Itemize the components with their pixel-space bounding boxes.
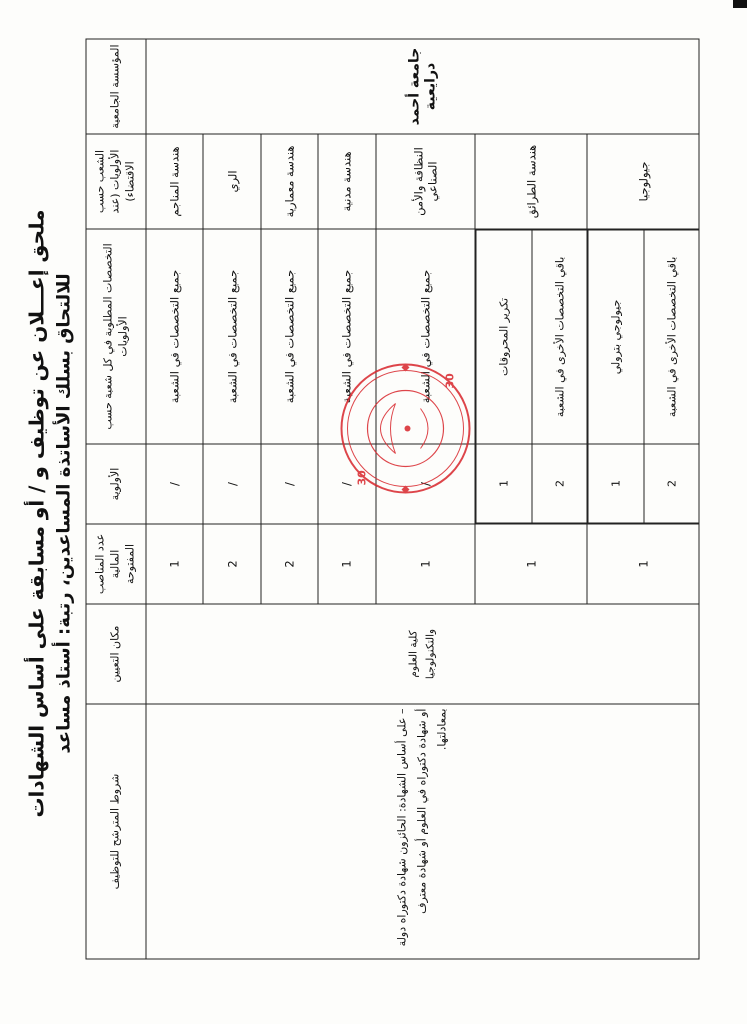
seal-number: 30: [355, 470, 369, 486]
document-page: [1, 0, 747, 1024]
specialty-cell: جميع التخصصات في الشعبة: [318, 229, 375, 444]
positions-cell: 1: [318, 524, 375, 604]
branch-cell: جيولوجيا: [587, 134, 699, 229]
table-row: [146, 39, 203, 959]
sub-specialties-table: [476, 230, 587, 524]
positions-cell: 1: [587, 524, 699, 604]
sub-priority: 2: [532, 444, 586, 523]
place-cell: كلية العلوم والتكنولوجيا: [146, 604, 699, 704]
sub-priority: 1: [476, 444, 532, 523]
priority-cell: /: [146, 444, 203, 524]
sub-priority: 1: [588, 444, 644, 523]
sub-specialties-cell: [587, 229, 699, 524]
header-institution: المؤسسة الجامعية: [86, 39, 146, 134]
header-place: مكان التعيين: [86, 604, 146, 704]
title-line-2: للالتحاق بسلك الأساتذة المساعدين، رتبة: أستاذ مساعد: [53, 273, 75, 754]
document-header: [23, 44, 78, 984]
header-positions: عدد المناصب المالية المفتوحة: [86, 524, 146, 604]
table-header-row: [86, 39, 146, 959]
sub-row: [476, 230, 532, 523]
sub-row: [588, 230, 644, 523]
header-priority: الأولوية: [86, 444, 146, 524]
sub-specialties-table: [588, 230, 699, 524]
priority-cell: /: [203, 444, 260, 524]
priority-cell: /: [318, 444, 375, 524]
official-seal: [336, 354, 476, 504]
sub-specialties-cell: [475, 229, 587, 524]
branch-cell: هندسة مدنية: [318, 134, 375, 229]
sub-row: [532, 230, 586, 523]
priority-cell: /: [261, 444, 318, 524]
positions-cell: 2: [261, 524, 318, 604]
sub-specialty: باقي التخصصات الأخرى في الشعبة: [532, 230, 586, 444]
specialty-cell: جميع التخصصات في الشعبة: [261, 229, 318, 444]
positions-cell: 2: [203, 524, 260, 604]
sub-specialty: تكرير المحروقات: [476, 230, 532, 444]
branch-cell: هندسة المناجم: [146, 134, 203, 229]
sub-row: [644, 230, 698, 523]
header-specialties: التخصصات المطلوبة في كل شعبة حسب الأولويات: [86, 229, 146, 444]
specialty-cell: جميع التخصصات في الشعبة: [376, 229, 476, 444]
header-branch: الشعب حسب الأولويات (عند الاقتضاء): [86, 134, 146, 229]
title-line-1: ملحق إعـــلان عن توظيف و / أو مسابقة على أساس الشهادات: [24, 209, 49, 818]
branch-cell: هندسة الطرائق: [475, 134, 587, 229]
seal-number-2: 30: [443, 373, 457, 389]
header-requirements: شروط المترشح للتوظيف: [86, 704, 146, 959]
sub-specialty: باقي التخصصات الأخرى في الشعبة: [644, 230, 698, 444]
specialty-cell: جميع التخصصات في الشعبة: [203, 229, 260, 444]
priority-cell: /: [376, 444, 476, 524]
branch-cell: النظافة والأمن الصناعي: [376, 134, 476, 229]
positions-cell: 1: [475, 524, 587, 604]
positions-cell: 1: [146, 524, 203, 604]
sub-specialty: جيولوجي بترولي: [588, 230, 644, 444]
sub-priority: 2: [644, 444, 698, 523]
branch-cell: الري: [203, 134, 260, 229]
seal-marks: [402, 364, 411, 494]
requirements-cell: – على أساس الشهادة: الحائزون شهادة دكتوراه دولة أو شهادة دكتوراه في العلوم أو شهادة معترف بمعادلتها.: [146, 704, 699, 959]
specialty-cell: جميع التخصصات في الشعبة: [146, 229, 203, 444]
institution-cell: جامعة أحمد درايعية: [146, 39, 699, 134]
branch-cell: هندسة معمارية: [261, 134, 318, 229]
positions-cell: 1: [376, 524, 476, 604]
